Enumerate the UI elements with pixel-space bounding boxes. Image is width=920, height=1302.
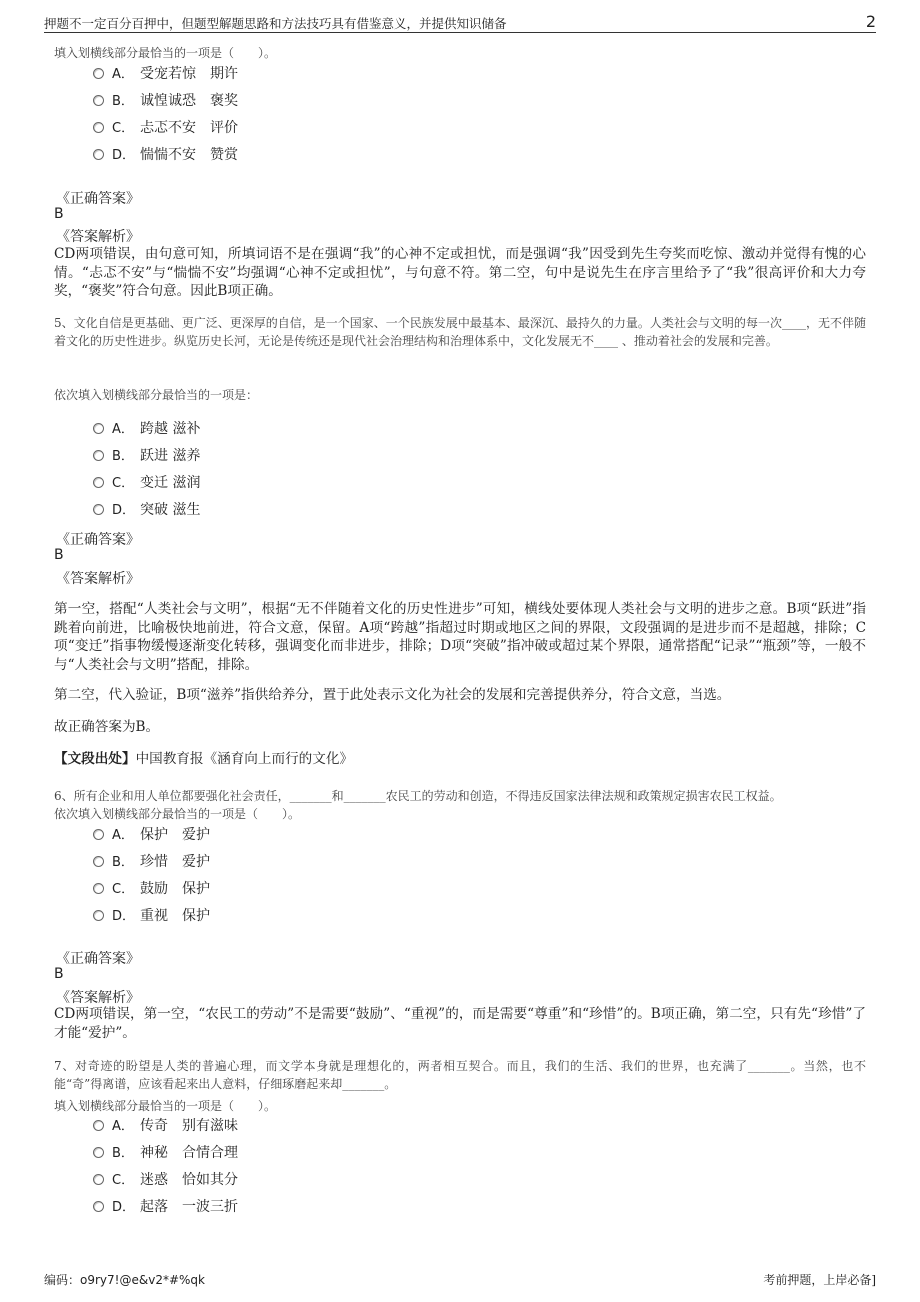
q5-analysis-p1: 第一空，搭配“人类社会与文明”，根据“无不伴随着文化的历史性进步”可知，横线处要体现人类社会与文明的进步之意。B项“跃进”指跳着向前进，比喻极快地前进，符合文意，保留。A项“跨越”指超过时期或地区之间的界限，文段强调的是进步而不是超越，排除；C项“变迁”指事物缓慢逐渐变化转移，强调变化而非进步，排除；D项“突破”指冲破或超过某个界限，通常搭配“记录”“瓶颈”等，一般不与“人类社会与文明”搭配，排除。 [54, 601, 866, 673]
radio-icon[interactable] [93, 856, 104, 867]
radio-icon[interactable] [93, 883, 104, 894]
q5-analysis-p3: 故正确答案为B。 [54, 719, 160, 735]
header-title: 押题不一定百分百押中，但题型解题思路和方法技巧具有借鉴意义，并提供知识储备 [44, 16, 507, 31]
radio-icon[interactable] [93, 1201, 104, 1212]
page-number: 2 [865, 12, 876, 31]
source-tag: 【文段出处】 [54, 751, 136, 767]
q6-stem: 6、所有企业和用人单位都要强化社会责任，_______和_______农民工的劳动和创造，不得违反国家法律法规和政策规定损害农民工权益。 [54, 789, 782, 803]
q4-analysis: CD两项错误，由句意可知，所填词语不是在强调“我”的心神不定或担忧，而是强调“我”因受到先生夸奖而吃惊、激动并觉得有愧的心情。“忐忑不安”与“惴惴不安”均强调“心神不定或担忧”，与句意不符。第二空，句中是说先生在序言里给予了“我”很高评价和大力夸奖，“褒奖”符合句意。因此B项正确。 [54, 246, 866, 299]
code-value: o9ry7!@e&v2*#%qk [80, 1273, 205, 1287]
q6-option-a[interactable]: A． 保护 爱护 [93, 825, 210, 845]
radio-icon[interactable] [93, 477, 104, 488]
q7-stem: 7、对奇迹的盼望是人类的普遍心理，而文学本身就是理想化的，两者相互契合。而且，我们的生活、我们的世界，也充满了_______。当然，也不能“奇”得离谱，应该看起来出人意料，仔细琢磨起来却_______。 [54, 1059, 866, 1091]
footer-code [44, 1271, 205, 1288]
q6-answer-label: 《正确答案》 [56, 951, 140, 967]
q7-option-c[interactable]: C． 迷惑 恰如其分 [93, 1170, 238, 1190]
q6-option-d[interactable]: D． 重视 保护 [93, 906, 210, 926]
q5-option-c[interactable]: C． 变迁 滋润 [93, 473, 200, 493]
radio-icon[interactable] [93, 68, 104, 79]
q4-option-d[interactable]: D． 惴惴不安 赞赏 [93, 145, 238, 165]
radio-icon[interactable] [93, 1147, 104, 1158]
q5-option-a[interactable]: A． 跨越 滋补 [93, 419, 200, 439]
q5-analysis-label: 《答案解析》 [56, 571, 140, 587]
q4-analysis-label: 《答案解析》 [56, 229, 140, 245]
q6-analysis: CD两项错误，第一空，“农民工的劳动”不是需要“鼓励”、“重视”的，而是需要“尊重”和“珍惜”的。B项正确，第二空，只有先“珍惜”了才能“爱护”。 [54, 1006, 866, 1041]
q4-stem: 填入划横线部分最恰当的一项是（ ）。 [54, 46, 277, 60]
q5-answer: B [54, 547, 64, 563]
q5-analysis-p2: 第二空，代入验证，B项“滋养”指供给养分，置于此处表示文化为社会的发展和完善提供养分，符合文意，当选。 [54, 687, 731, 703]
footer-slogan: 考前押题，上岸必备] [763, 1273, 876, 1287]
q5-option-b[interactable]: B． 跃进 滋养 [93, 446, 200, 466]
q5-answer-label: 《正确答案》 [56, 532, 140, 548]
q4-option-a[interactable]: A． 受宠若惊 期许 [93, 64, 238, 84]
radio-icon[interactable] [93, 149, 104, 160]
q7-option-b[interactable]: B． 神秘 合情合理 [93, 1143, 238, 1163]
page-header [44, 14, 876, 33]
q6-option-b[interactable]: B． 珍惜 爱护 [93, 852, 210, 872]
q4-option-c[interactable]: C． 忐忑不安 评价 [93, 118, 238, 138]
radio-icon[interactable] [93, 504, 104, 515]
q6-option-c[interactable]: C． 鼓励 保护 [93, 879, 210, 899]
radio-icon[interactable] [93, 95, 104, 106]
q7-instruction: 填入划横线部分最恰当的一项是（ ）。 [54, 1099, 277, 1113]
radio-icon[interactable] [93, 450, 104, 461]
radio-icon[interactable] [93, 1174, 104, 1185]
source-text: 中国教育报《涵育向上而行的文化》 [135, 751, 354, 767]
q7-option-d[interactable]: D． 起落 一波三折 [93, 1197, 238, 1217]
q4-answer: B [54, 206, 64, 222]
q6-answer: B [54, 966, 64, 982]
radio-icon[interactable] [93, 829, 104, 840]
q4-option-b[interactable]: B． 诚惶诚恐 褒奖 [93, 91, 238, 111]
q5-instruction: 依次填入划横线部分最恰当的一项是： [54, 388, 259, 402]
q5-option-d[interactable]: D． 突破 滋生 [93, 500, 200, 520]
code-label: 编码： [44, 1273, 81, 1287]
q6-instruction: 依次填入划横线部分最恰当的一项是（ ）。 [54, 807, 301, 821]
q4-answer-label: 《正确答案》 [56, 191, 140, 207]
q6-analysis-label: 《答案解析》 [56, 990, 140, 1006]
radio-icon[interactable] [93, 122, 104, 133]
radio-icon[interactable] [93, 1120, 104, 1131]
q7-option-a[interactable]: A． 传奇 别有滋味 [93, 1116, 238, 1136]
radio-icon[interactable] [93, 910, 104, 921]
q5-source [54, 750, 866, 769]
q5-stem: 5、文化自信是更基础、更广泛、更深厚的自信，是一个国家、一个民族发展中最基本、最深沉、最持久的力量。人类社会与文明的每一次____，无不伴随着文化的历史性进步。纵览历史长河，无论是传统还是现代社会治理结构和治理体系中，文化发展无不____ 、推动着社会的发展和完善。 [54, 316, 866, 348]
radio-icon[interactable] [93, 423, 104, 434]
